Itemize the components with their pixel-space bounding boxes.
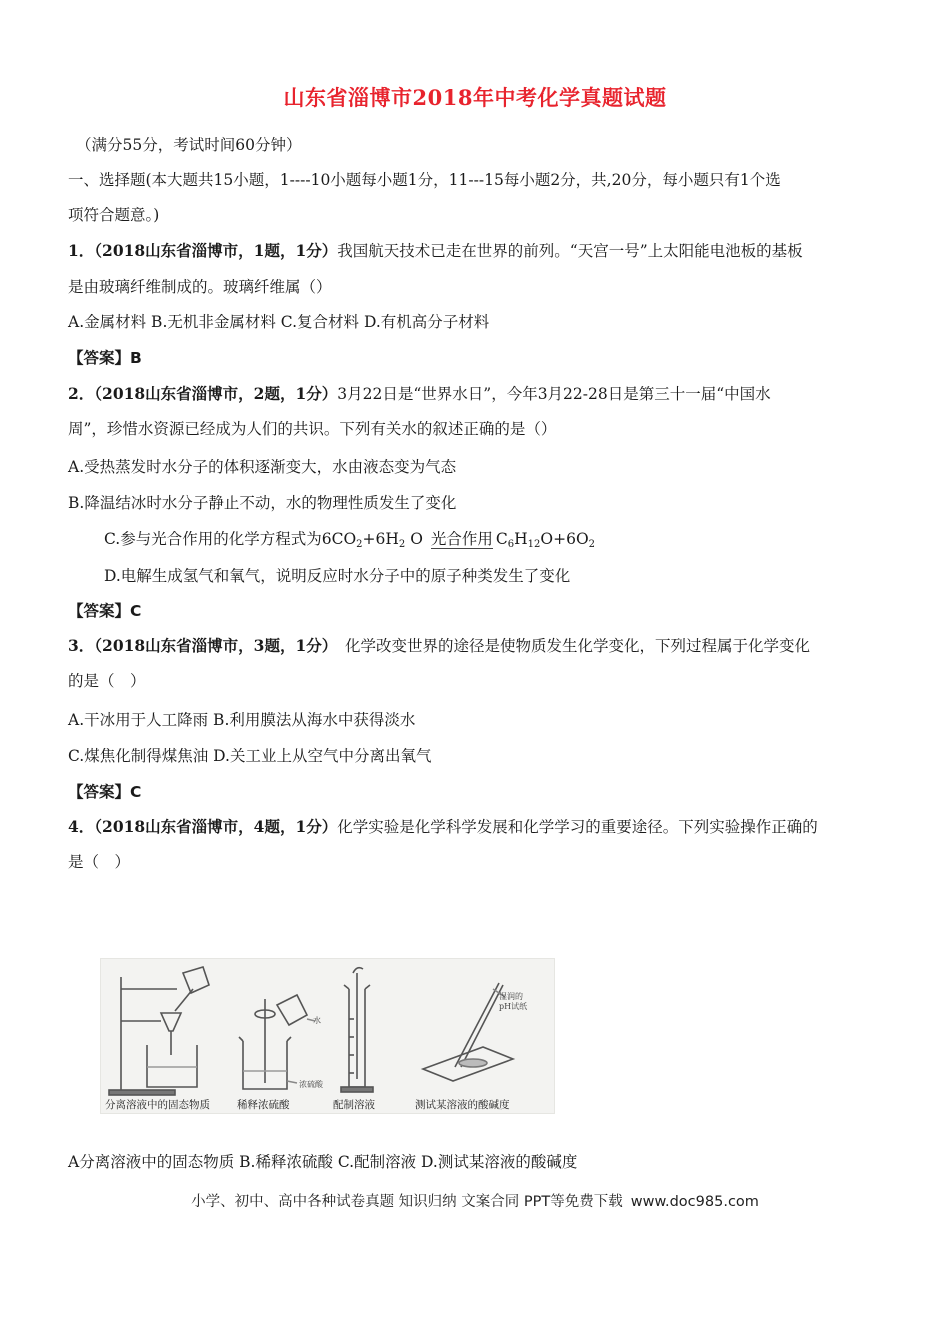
page-title: 山东省淄博市2018年中考化学真题试题 bbox=[283, 85, 667, 110]
figure-small-label: pH试纸 bbox=[499, 1002, 528, 1011]
lab-apparatus-figure bbox=[100, 958, 555, 1114]
graduated-cylinder-icon bbox=[341, 968, 373, 1092]
question-3-number: 3． bbox=[68, 636, 95, 655]
question-3-source: （2018山东省淄博市，3题，1分） bbox=[94, 636, 330, 655]
question-2-source: （2018山东省淄博市，2题，1分） bbox=[94, 384, 338, 403]
question-2-stem: 3月22日是“世界水日”，今年3月22-28日是第三十一届“中国水 bbox=[337, 385, 771, 403]
exam-info: （满分55分，考试时间60分钟） bbox=[76, 136, 302, 154]
question-1-source: （2018山东省淄博市，1题，1分） bbox=[94, 241, 338, 260]
section-heading-line1: 一、选择题(本大题共15小题，1----10小题每小题1分，11---15每小题2分，共,20分，每小题只有1个选 bbox=[68, 171, 781, 189]
question-4-number: 4． bbox=[68, 817, 95, 836]
question-2-number: 2． bbox=[68, 384, 95, 403]
question-4-source: （2018山东省淄博市，4题，1分） bbox=[94, 817, 338, 836]
dilution-apparatus-icon bbox=[239, 995, 315, 1089]
answer-value: B bbox=[130, 349, 142, 367]
question-4-options: A分离溶液中的固态物质 B.稀释浓硫酸 C.配制溶液 D.测试某溶液的酸碱度 bbox=[68, 1153, 578, 1171]
section-heading-line2: 项符合题意。) bbox=[68, 206, 160, 224]
question-2-option-a: A.受热蒸发时水分子的体积逐渐变大，水由液态变为气态 bbox=[68, 458, 457, 476]
question-2-line1 bbox=[68, 383, 771, 405]
subscript: 6 bbox=[507, 539, 515, 550]
question-2-option-c bbox=[104, 528, 595, 556]
question-2-answer bbox=[68, 600, 141, 622]
question-3-line1 bbox=[68, 635, 810, 657]
question-3-options-line1: A.干冰用于人工降雨 B.利用膜法从海水中获得淡水 bbox=[68, 711, 416, 729]
question-4-line2: 是（ ） bbox=[68, 853, 131, 871]
question-1-line1 bbox=[68, 240, 803, 262]
question-1-stem: 我国航天技术已走在世界的前列。“天宫一号”上太阳能电池板的基板 bbox=[337, 242, 803, 260]
figure-caption-solution: 配制溶液 bbox=[333, 1099, 375, 1111]
page-footer bbox=[0, 1190, 950, 1211]
answer-label: 【答案】 bbox=[68, 783, 131, 801]
answer-value: C bbox=[130, 602, 142, 620]
question-4-line1 bbox=[68, 816, 818, 838]
option-c-text: C.参与光合作用的化学方程式为6CO bbox=[104, 530, 357, 548]
figure-small-label: 水 bbox=[313, 1016, 321, 1025]
question-3-options-line2: C.煤焦化制得煤焦油 D.关工业上从空气中分离出氧气 bbox=[68, 747, 432, 765]
question-2-option-b: B.降温结冰时水分子静止不动，水的物理性质发生了变化 bbox=[68, 494, 457, 512]
question-1-number: 1． bbox=[68, 241, 95, 260]
footer-website-link[interactable]: www.doc985.com bbox=[630, 1194, 759, 1210]
question-3-answer bbox=[68, 781, 141, 803]
question-3-line2: 的是（ ） bbox=[68, 672, 146, 690]
question-2-option-d: D.电解生成氢气和氧气，说明反应时水分子中的原子种类发生了变化 bbox=[104, 567, 571, 585]
figure-caption-ph-test: 测试某溶液的酸碱度 bbox=[415, 1099, 510, 1111]
lab-apparatus-svg bbox=[101, 959, 554, 1113]
subscript: 2 bbox=[398, 539, 406, 550]
question-2-line2: 周”，珍惜水资源已经成为人们的共识。下列有关水的叙述正确的是（） bbox=[68, 420, 557, 438]
reaction-condition: 光合作用 bbox=[430, 530, 493, 548]
answer-label: 【答案】 bbox=[68, 349, 131, 367]
subscript: 12 bbox=[527, 539, 541, 550]
question-1-options: A.金属材料 B.无机非金属材料 C.复合材料 D.有机高分子材料 bbox=[68, 313, 490, 331]
figure-caption-filtration: 分离溶液中的固态物质 bbox=[105, 1099, 210, 1111]
filtration-apparatus-icon bbox=[109, 967, 209, 1095]
subscript: 2 bbox=[356, 539, 363, 550]
question-4-stem: 化学实验是化学科学发展和化学学习的重要途径。下列实验操作正确的 bbox=[337, 818, 818, 836]
question-1-line2: 是由玻璃纤维制成的。玻璃纤维属（） bbox=[68, 278, 332, 296]
question-1-answer bbox=[68, 347, 142, 369]
figure-caption-dilution: 稀释浓硫酸 bbox=[237, 1099, 290, 1111]
option-c-text: O+6O bbox=[540, 530, 589, 548]
option-c-text: O bbox=[405, 530, 428, 548]
figure-small-label: 湿润的 bbox=[499, 992, 523, 1001]
answer-label: 【答案】 bbox=[68, 602, 131, 620]
option-c-text: +6H bbox=[362, 530, 399, 548]
footer-text: 小学、初中、高中各种试卷真题 知识归纳 文案合同 PPT等免费下载 bbox=[191, 1194, 623, 1210]
option-c-text: C bbox=[495, 530, 508, 548]
option-c-text: H bbox=[514, 530, 528, 548]
answer-value: C bbox=[130, 783, 142, 801]
figure-small-label: 浓硫酸 bbox=[299, 1080, 323, 1089]
question-3-stem: 化学改变世界的途径是使物质发生化学变化，下列过程属于化学变化 bbox=[329, 637, 811, 655]
subscript: 2 bbox=[588, 539, 596, 550]
